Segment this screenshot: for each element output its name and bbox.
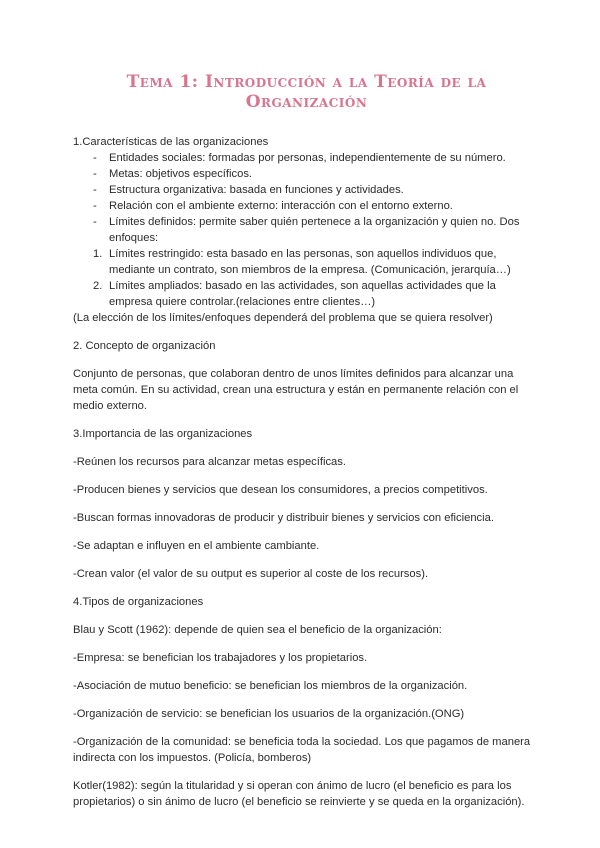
section-2-body: Conjunto de personas, que colaboran dentro de unos límites definidos para alcanzar una meta común. En su actividad, crean una estructura y están en permanente relación con el medio externo. [73, 368, 519, 412]
section-1-heading: 1.Características de las organizaciones [73, 136, 269, 148]
list-item: - Límites definidos: permite saber quién pertenece a la organización y quien no. Dos enfoques: [93, 214, 540, 246]
list-text: Límites ampliados: basado en las actividades, son aquellas actividades que la empresa quiere controlar.(relaciones entre clientes…) [109, 280, 496, 308]
paragraph: -Reúnen los recursos para alcanzar metas específicas. [73, 456, 346, 468]
list-item: - Entidades sociales: formadas por personas, independientemente de su número. [93, 150, 540, 166]
list-item: - Relación con el ambiente externo: interacción con el entorno externo. [93, 198, 540, 214]
list-item [93, 246, 540, 278]
paragraph: -Crean valor (el valor de su output es superior al coste de los recursos). [73, 568, 429, 580]
list-item: - Metas: objetivos específicos. [93, 166, 540, 182]
paragraph: -Empresa: se benefician los trabajadores y los propietarios. [73, 652, 368, 664]
paragraph: -Organización de servicio: se benefician los usuarios de la organización.(ONG) [73, 708, 465, 720]
list-number: 1. [93, 248, 103, 260]
paragraph: -Producen bienes y servicios que desean los consumidores, a precios competitivos. [73, 484, 488, 496]
section-1-note: (La elección de los límites/enfoques dependerá del problema que se quiera resolver) [73, 312, 493, 324]
section-3-heading: 3.Importancia de las organizaciones [73, 428, 253, 440]
list-number: 2. [93, 280, 103, 292]
section-4-heading: 4.Tipos de organizaciones [73, 596, 204, 608]
limits-list [73, 246, 540, 310]
characteristics-list [73, 150, 540, 246]
section-2-heading: 2. Concepto de organización [73, 340, 216, 352]
kotler-paragraph: Kotler(1982): según la titularidad y si operan con ánimo de lucro (el beneficio es para los propietarios) o sin ánimo de lucro (el beneficio se reinvierte y se queda en la organización). [73, 780, 525, 808]
list-text: Límites restringido: esta basado en las personas, son aquellos individuos que, mediante un contrato, son miembros de la empresa. (Comunicación, jerarquía…) [109, 248, 511, 276]
paragraph: -Asociación de mutuo beneficio: se benefician los miembros de la organización. [73, 680, 468, 692]
paragraph: -Buscan formas innovadoras de producir y distribuir bienes y servicios con eficiencia. [73, 512, 494, 524]
section-4-intro: Blau y Scott (1962): depende de quien sea el beneficio de la organización: [73, 624, 442, 636]
list-item: - Estructura organizativa: basada en funciones y actividades. [93, 182, 540, 198]
list-item [93, 278, 540, 310]
paragraph: -Se adaptan e influyen en el ambiente cambiante. [73, 540, 320, 552]
paragraph: -Organización de la comunidad: se beneficia toda la sociedad. Los que pagamos de manera indirecta con los impuestos. (Policía, bomberos) [73, 736, 531, 764]
page-title: Tema 1: Introducción a la Teoría de la Organización [126, 72, 487, 112]
